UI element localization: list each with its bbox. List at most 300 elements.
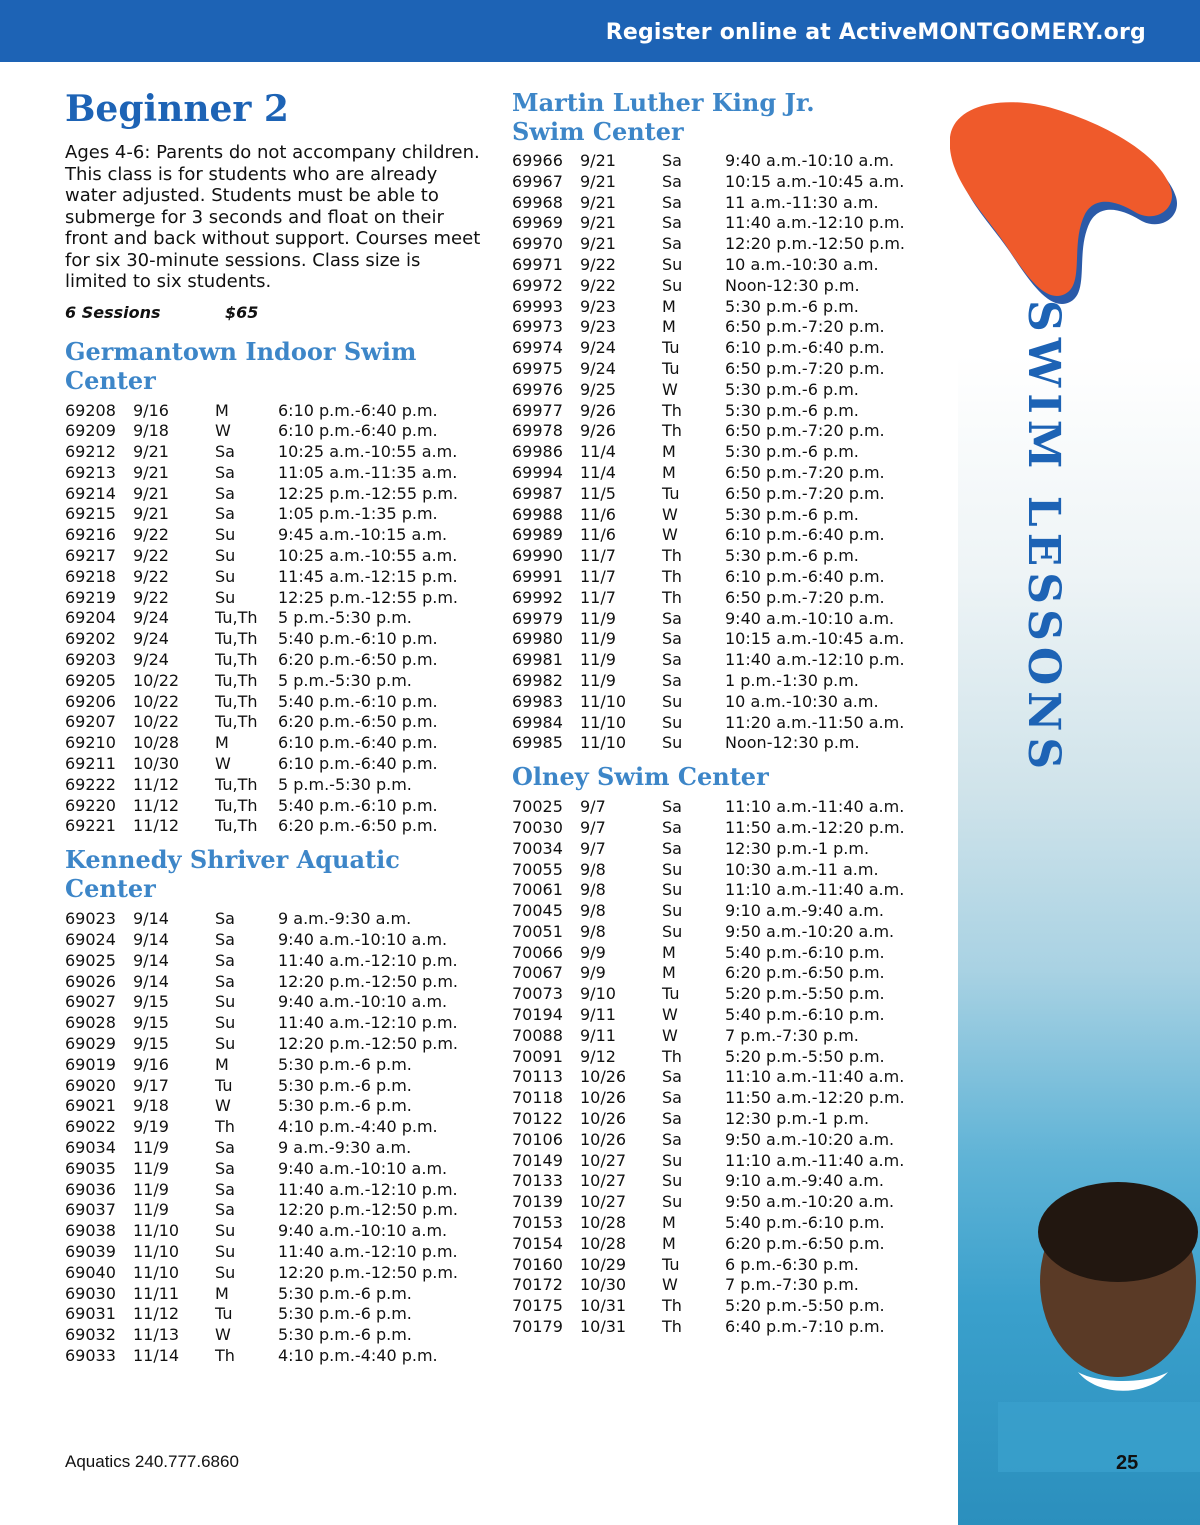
course-number: 69988 xyxy=(512,504,563,524)
table-row xyxy=(65,1159,485,1180)
table-row xyxy=(65,629,485,650)
days: Th xyxy=(662,421,682,441)
start-date: 10/28 xyxy=(580,1213,627,1233)
table-row xyxy=(65,712,485,733)
course-number: 70153 xyxy=(512,1213,563,1233)
start-date: 11/10 xyxy=(580,733,627,753)
table-row xyxy=(512,713,912,734)
course-number: 70073 xyxy=(512,984,563,1004)
start-date: 11/7 xyxy=(580,546,616,566)
table-row xyxy=(512,1109,912,1130)
table-row xyxy=(512,317,912,338)
table-row xyxy=(65,692,485,713)
start-date: 9/16 xyxy=(133,400,169,420)
center-block-olney xyxy=(512,762,912,1338)
start-date: 9/21 xyxy=(580,234,616,254)
table-row xyxy=(512,984,912,1005)
table-row xyxy=(512,901,912,922)
course-number: 70154 xyxy=(512,1233,563,1253)
time: 9:50 a.m.-10:20 a.m. xyxy=(725,1192,895,1212)
time: 7 p.m.-7:30 p.m. xyxy=(725,1025,859,1045)
days: M xyxy=(215,733,229,753)
course-number: 70133 xyxy=(512,1171,563,1191)
time: 7 p.m.-7:30 p.m. xyxy=(725,1275,859,1295)
table-row xyxy=(512,1130,912,1151)
days: Sa xyxy=(662,1067,682,1087)
course-number: 69992 xyxy=(512,587,563,607)
table-row xyxy=(512,1171,912,1192)
schedule-table xyxy=(512,797,912,1338)
course-number: 69218 xyxy=(65,566,116,586)
table-row xyxy=(512,1026,912,1047)
time: 5 p.m.-5:30 p.m. xyxy=(278,670,412,690)
days: Sa xyxy=(662,629,682,649)
course-number: 70149 xyxy=(512,1150,563,1170)
start-date: 9/22 xyxy=(133,546,169,566)
days: Tu,Th xyxy=(215,774,258,794)
course-number: 69032 xyxy=(65,1325,116,1345)
days: Sa xyxy=(215,442,235,462)
start-date: 9/19 xyxy=(133,1117,169,1137)
days: Su xyxy=(215,1221,236,1241)
table-row xyxy=(512,733,912,754)
schedule-table xyxy=(65,401,485,838)
days: Su xyxy=(215,1262,236,1282)
days: W xyxy=(662,1275,678,1295)
days: Sa xyxy=(662,817,682,837)
time: 11:40 a.m.-12:10 p.m. xyxy=(725,650,905,670)
course-number: 70061 xyxy=(512,880,563,900)
register-link[interactable]: Register online at ActiveMONTGOMERY.org xyxy=(605,20,1146,45)
days: W xyxy=(662,379,678,399)
course-number: 70122 xyxy=(512,1109,563,1129)
table-row xyxy=(65,1325,485,1346)
course-number: 69975 xyxy=(512,358,563,378)
days: Su xyxy=(215,992,236,1012)
start-date: 9/24 xyxy=(580,358,616,378)
start-date: 9/21 xyxy=(133,483,169,503)
days: Su xyxy=(662,275,683,295)
top-banner xyxy=(0,0,1200,62)
course-number: 70113 xyxy=(512,1067,563,1087)
time: 11:20 a.m.-11:50 a.m. xyxy=(725,712,905,732)
time: 12:20 p.m.-12:50 p.m. xyxy=(278,1262,458,1282)
start-date: 9/8 xyxy=(580,880,606,900)
left-column xyxy=(65,88,485,1367)
start-date: 10/27 xyxy=(580,1192,627,1212)
course-number: 69028 xyxy=(65,1013,116,1033)
start-date: 9/25 xyxy=(580,379,616,399)
time: 1 p.m.-1:30 p.m. xyxy=(725,670,859,690)
days: Sa xyxy=(215,462,235,482)
days: M xyxy=(215,400,229,420)
start-date: 9/22 xyxy=(133,587,169,607)
table-row xyxy=(512,442,912,463)
time: 12:20 p.m.-12:50 p.m. xyxy=(278,1034,458,1054)
course-number: 70118 xyxy=(512,1088,563,1108)
schedule-table xyxy=(65,909,485,1367)
days: Sa xyxy=(215,483,235,503)
days: Tu,Th xyxy=(215,608,258,628)
course-number: 69984 xyxy=(512,712,563,732)
start-date: 9/21 xyxy=(133,504,169,524)
days: Su xyxy=(662,859,683,879)
time: 9 a.m.-9:30 a.m. xyxy=(278,909,412,929)
course-number: 69978 xyxy=(512,421,563,441)
time: 5:20 p.m.-5:50 p.m. xyxy=(725,1296,885,1316)
days: W xyxy=(662,1025,678,1045)
time: 6:10 p.m.-6:40 p.m. xyxy=(278,754,438,774)
table-row xyxy=(512,421,912,442)
start-date: 11/5 xyxy=(580,483,616,503)
table-row xyxy=(65,1096,485,1117)
days: Sa xyxy=(215,1158,235,1178)
page-title: Beginner 2 xyxy=(65,88,289,130)
days: Sa xyxy=(215,1138,235,1157)
start-date: 9/22 xyxy=(580,254,616,274)
days: Su xyxy=(215,1034,236,1054)
table-row xyxy=(512,276,912,297)
start-date: 9/21 xyxy=(133,442,169,462)
days: Sa xyxy=(662,1129,682,1149)
start-date: 9/22 xyxy=(133,525,169,545)
course-number: 69019 xyxy=(65,1054,116,1074)
days: W xyxy=(215,1325,231,1345)
table-row xyxy=(65,546,485,567)
days: Su xyxy=(662,712,683,732)
time: 5 p.m.-5:30 p.m. xyxy=(278,774,412,794)
start-date: 9/21 xyxy=(580,151,616,170)
time: 11:40 a.m.-12:10 p.m. xyxy=(278,1013,458,1033)
course-number: 69220 xyxy=(65,795,116,815)
course-number: 69966 xyxy=(512,151,563,170)
time: 6:50 p.m.-7:20 p.m. xyxy=(725,358,885,378)
time: 9:10 a.m.-9:40 a.m. xyxy=(725,901,884,921)
course-number: 69986 xyxy=(512,442,563,462)
start-date: 9/8 xyxy=(580,859,606,879)
time: Noon-12:30 p.m. xyxy=(725,275,860,295)
course-number: 69023 xyxy=(65,909,116,929)
course-number: 69020 xyxy=(65,1075,116,1095)
time: 11:40 a.m.-12:10 p.m. xyxy=(278,950,458,970)
start-date: 9/11 xyxy=(580,1025,616,1045)
course-number: 70175 xyxy=(512,1296,563,1316)
days: Su xyxy=(215,546,236,566)
time: 10:15 a.m.-10:45 a.m. xyxy=(725,629,905,649)
start-date: 11/9 xyxy=(580,629,616,649)
time: 5:30 p.m.-6 p.m. xyxy=(725,296,859,316)
start-date: 11/9 xyxy=(580,608,616,628)
time: 9:40 a.m.-10:10 a.m. xyxy=(278,992,448,1012)
table-row xyxy=(512,860,912,881)
table-row xyxy=(512,1047,912,1068)
course-number: 69991 xyxy=(512,566,563,586)
course-number: 69029 xyxy=(65,1034,116,1054)
course-number: 69024 xyxy=(65,930,116,950)
table-row xyxy=(512,629,912,650)
center-heading: Kennedy Shriver Aquatic Center xyxy=(65,845,400,904)
course-number: 69038 xyxy=(65,1221,116,1241)
table-row xyxy=(512,1067,912,1088)
start-date: 10/28 xyxy=(580,1233,627,1253)
start-date: 9/14 xyxy=(133,909,169,929)
time: 6:20 p.m.-6:50 p.m. xyxy=(725,1233,885,1253)
table-row xyxy=(512,172,912,193)
start-date: 9/7 xyxy=(580,817,606,837)
course-number: 70088 xyxy=(512,1025,563,1045)
course-number: 69215 xyxy=(65,504,116,524)
time: 5:40 p.m.-6:10 p.m. xyxy=(278,691,438,711)
course-number: 69217 xyxy=(65,546,116,566)
table-row xyxy=(65,1263,485,1284)
time: 5:30 p.m.-6 p.m. xyxy=(278,1283,412,1303)
time: 6:40 p.m.-7:10 p.m. xyxy=(725,1317,885,1337)
time: 9:40 a.m.-10:10 a.m. xyxy=(725,608,895,628)
swim-lessons-label: SWIM LESSONS xyxy=(1018,300,1069,776)
course-number: 69208 xyxy=(65,400,116,420)
time: 6:20 p.m.-6:50 p.m. xyxy=(278,712,438,732)
days: Sa xyxy=(662,797,682,817)
time: 6:50 p.m.-7:20 p.m. xyxy=(725,462,885,482)
table-row xyxy=(512,297,912,318)
days: Tu,Th xyxy=(215,816,258,836)
course-number: 69026 xyxy=(65,971,116,991)
time: 5:30 p.m.-6 p.m. xyxy=(725,379,859,399)
start-date: 9/23 xyxy=(580,296,616,316)
days: M xyxy=(215,1054,229,1074)
table-row xyxy=(512,1151,912,1172)
time: 11:10 a.m.-11:40 a.m. xyxy=(725,1067,905,1087)
days: Su xyxy=(215,566,236,586)
start-date: 11/12 xyxy=(133,795,180,815)
table-row xyxy=(512,567,912,588)
days: Sa xyxy=(662,670,682,690)
course-number: 69974 xyxy=(512,338,563,358)
time: 5:30 p.m.-6 p.m. xyxy=(278,1054,412,1074)
time: 10:25 a.m.-10:55 a.m. xyxy=(278,546,458,566)
table-row xyxy=(512,1005,912,1026)
days: M xyxy=(662,317,676,337)
table-row xyxy=(512,1255,912,1276)
table-row xyxy=(65,1138,485,1159)
start-date: 9/9 xyxy=(580,942,606,962)
start-date: 11/12 xyxy=(133,816,180,836)
time: Noon-12:30 p.m. xyxy=(725,733,860,753)
course-number: 69203 xyxy=(65,650,116,670)
time: 5:40 p.m.-6:10 p.m. xyxy=(725,942,885,962)
center-block-germantown xyxy=(65,337,485,838)
table-row xyxy=(65,401,485,422)
days: Th xyxy=(662,587,682,607)
course-number: 69222 xyxy=(65,774,116,794)
table-row xyxy=(65,775,485,796)
course-number: 69040 xyxy=(65,1262,116,1282)
time: 6:50 p.m.-7:20 p.m. xyxy=(725,317,885,337)
days: Tu,Th xyxy=(215,795,258,815)
swimmer-photo xyxy=(998,1172,1200,1472)
time: 5:30 p.m.-6 p.m. xyxy=(278,1304,412,1324)
table-row xyxy=(512,193,912,214)
table-row xyxy=(65,1346,485,1367)
time: 4:10 p.m.-4:40 p.m. xyxy=(278,1345,438,1365)
table-row xyxy=(512,525,912,546)
start-date: 9/12 xyxy=(580,1046,616,1066)
days: Th xyxy=(215,1117,235,1137)
days: Tu xyxy=(662,984,680,1004)
start-date: 9/9 xyxy=(580,963,606,983)
center-block-mlk xyxy=(512,88,912,754)
time: 9:50 a.m.-10:20 a.m. xyxy=(725,921,895,941)
time: 5:40 p.m.-6:10 p.m. xyxy=(725,1005,885,1025)
center-heading: Martin Luther King Jr. Swim Center xyxy=(512,88,815,146)
days: Tu xyxy=(662,1254,680,1274)
time: 12:30 p.m.-1 p.m. xyxy=(725,838,870,858)
table-row xyxy=(65,1055,485,1076)
days: Sa xyxy=(662,608,682,628)
start-date: 9/14 xyxy=(133,930,169,950)
days: Th xyxy=(662,546,682,566)
time: 5:30 p.m.-6 p.m. xyxy=(278,1096,412,1116)
time: 12:25 p.m.-12:55 p.m. xyxy=(278,483,458,503)
start-date: 9/8 xyxy=(580,921,606,941)
time: 6:50 p.m.-7:20 p.m. xyxy=(725,421,885,441)
start-date: 9/21 xyxy=(580,192,616,212)
course-number: 70025 xyxy=(512,797,563,817)
table-row xyxy=(65,1076,485,1097)
course-number: 69972 xyxy=(512,275,563,295)
table-row xyxy=(512,401,912,422)
course-number: 69031 xyxy=(65,1304,116,1324)
course-number: 69209 xyxy=(65,421,116,441)
days: Su xyxy=(215,525,236,545)
days: Su xyxy=(662,901,683,921)
table-row xyxy=(65,421,485,442)
table-row xyxy=(65,588,485,609)
table-row xyxy=(65,1242,485,1263)
days: Sa xyxy=(215,930,235,950)
table-row xyxy=(512,505,912,526)
course-number: 69030 xyxy=(65,1283,116,1303)
course-number: 70172 xyxy=(512,1275,563,1295)
start-date: 9/8 xyxy=(580,901,606,921)
start-date: 11/9 xyxy=(133,1138,169,1157)
days: Su xyxy=(662,921,683,941)
time: 12:20 p.m.-12:50 p.m. xyxy=(725,234,905,254)
sessions-price-line xyxy=(65,303,485,325)
course-number: 69216 xyxy=(65,525,116,545)
start-date: 11/9 xyxy=(133,1179,169,1199)
start-date: 11/10 xyxy=(580,712,627,732)
course-number: 70067 xyxy=(512,963,563,983)
time: 9:40 a.m.-10:10 a.m. xyxy=(278,1221,448,1241)
table-row xyxy=(512,338,912,359)
start-date: 9/17 xyxy=(133,1075,169,1095)
table-row xyxy=(512,1234,912,1255)
start-date: 9/7 xyxy=(580,797,606,817)
start-date: 11/9 xyxy=(133,1200,169,1220)
start-date: 9/26 xyxy=(580,400,616,420)
start-date: 9/24 xyxy=(133,650,169,670)
table-row xyxy=(512,880,912,901)
time: 10 a.m.-10:30 a.m. xyxy=(725,691,879,711)
course-number: 69989 xyxy=(512,525,563,545)
table-row xyxy=(512,692,912,713)
start-date: 10/31 xyxy=(580,1317,627,1337)
table-row xyxy=(512,151,912,172)
time: 11:10 a.m.-11:40 a.m. xyxy=(725,797,905,817)
price: $65 xyxy=(225,302,259,322)
start-date: 9/24 xyxy=(580,338,616,358)
days: M xyxy=(662,462,676,482)
days: Su xyxy=(662,733,683,753)
time: 6:10 p.m.-6:40 p.m. xyxy=(725,566,885,586)
start-date: 11/12 xyxy=(133,1304,180,1324)
table-row xyxy=(512,1213,912,1234)
days: Sa xyxy=(215,909,235,929)
days: Tu,Th xyxy=(215,670,258,690)
start-date: 9/21 xyxy=(580,213,616,233)
center-heading: Germantown Indoor Swim Center xyxy=(65,336,417,395)
time: 11:40 a.m.-12:10 p.m. xyxy=(278,1241,458,1261)
course-number: 69214 xyxy=(65,483,116,503)
start-date: 9/22 xyxy=(133,566,169,586)
course-number: 69985 xyxy=(512,733,563,753)
start-date: 11/14 xyxy=(133,1345,180,1365)
start-date: 9/21 xyxy=(133,462,169,482)
time: 9:40 a.m.-10:10 a.m. xyxy=(725,151,895,170)
start-date: 9/18 xyxy=(133,421,169,441)
time: 12:20 p.m.-12:50 p.m. xyxy=(278,971,458,991)
time: 5:20 p.m.-5:50 p.m. xyxy=(725,984,885,1004)
sessions-count: 6 Sessions xyxy=(65,302,161,322)
days: Sa xyxy=(662,1088,682,1108)
time: 12:25 p.m.-12:55 p.m. xyxy=(278,587,458,607)
time: 5:30 p.m.-6 p.m. xyxy=(725,546,859,566)
time: 12:20 p.m.-12:50 p.m. xyxy=(278,1200,458,1220)
days: W xyxy=(662,1005,678,1025)
course-number: 69993 xyxy=(512,296,563,316)
days: Tu xyxy=(662,338,680,358)
course-number: 69987 xyxy=(512,483,563,503)
days: Su xyxy=(215,1013,236,1033)
start-date: 9/10 xyxy=(580,984,616,1004)
days: Tu,Th xyxy=(215,650,258,670)
course-number: 69035 xyxy=(65,1158,116,1178)
start-date: 10/26 xyxy=(580,1088,627,1108)
table-row xyxy=(65,1200,485,1221)
time: 5:40 p.m.-6:10 p.m. xyxy=(725,1213,885,1233)
course-number: 69213 xyxy=(65,462,116,482)
course-number: 69037 xyxy=(65,1200,116,1220)
start-date: 11/11 xyxy=(133,1283,180,1303)
course-number: 69210 xyxy=(65,733,116,753)
course-number: 69983 xyxy=(512,691,563,711)
time: 1:05 p.m.-1:35 p.m. xyxy=(278,504,438,524)
start-date: 9/15 xyxy=(133,1013,169,1033)
table-row xyxy=(512,484,912,505)
time: 11:40 a.m.-12:10 p.m. xyxy=(278,1179,458,1199)
sidebar-photo xyxy=(958,62,1200,1525)
time: 6:50 p.m.-7:20 p.m. xyxy=(725,483,885,503)
table-row xyxy=(512,588,912,609)
table-row xyxy=(512,213,912,234)
table-row xyxy=(512,1317,912,1338)
time: 9:45 a.m.-10:15 a.m. xyxy=(278,525,448,545)
start-date: 11/13 xyxy=(133,1325,180,1345)
table-row xyxy=(512,1296,912,1317)
time: 5:40 p.m.-6:10 p.m. xyxy=(278,795,438,815)
start-date: 10/28 xyxy=(133,733,180,753)
